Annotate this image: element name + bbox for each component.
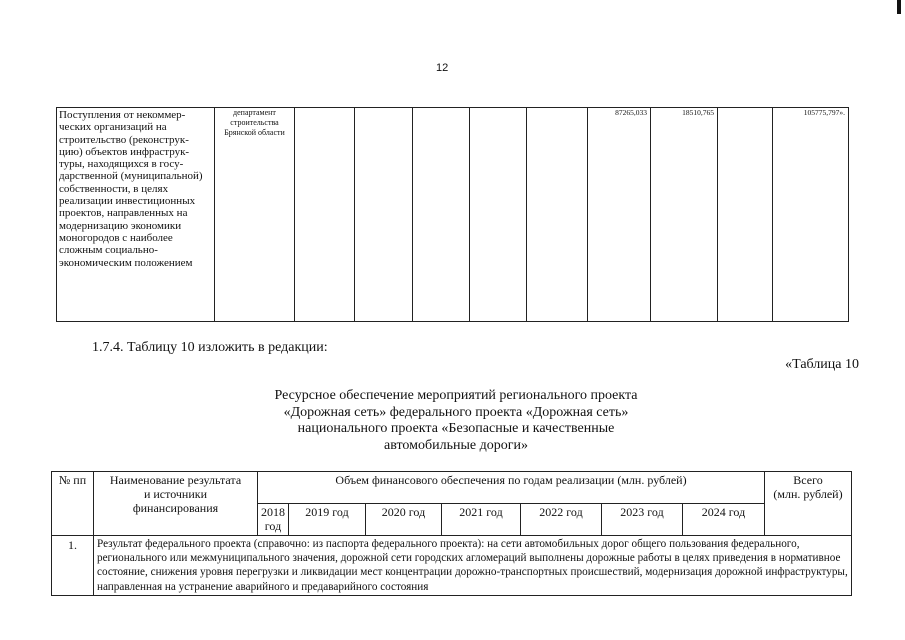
header-text: и источники	[143, 487, 208, 501]
header-text: Всего	[793, 473, 823, 487]
table-header-row	[52, 472, 852, 504]
header-result-name	[94, 472, 258, 536]
header-number: № пп	[52, 472, 94, 536]
row-number: 1.	[52, 536, 94, 596]
funding-source-name: Поступления от некоммер-ческих организаций на строительство (реконструк-цию) объектов инфраструк-туры, находящихся в госу-дарственной (муниципальной) собственности, в целях реализации инвестиционных проектов, направленных на модернизацию экономики моногородов с наиболее сложным социально-экономическим положением	[57, 108, 215, 322]
heading-line: автомобильные дороги»	[384, 437, 528, 453]
section-text: 1.7.4. Таблицу 10 изложить в редакции:	[92, 340, 328, 355]
table-10	[51, 471, 852, 596]
table-row	[57, 108, 849, 322]
heading-line: национального проекта «Безопасные и качественные	[297, 421, 615, 437]
table-cell	[718, 108, 773, 322]
header-volume: Объем финансового обеспечения по годам реализации (млн. рублей)	[258, 472, 765, 504]
header-text: Наименование результата	[109, 473, 242, 487]
year-2021: 2021 год	[442, 504, 521, 536]
table-row	[52, 536, 852, 596]
header-text: (млн. рублей)	[773, 487, 843, 501]
table-cell	[527, 108, 588, 322]
header-total	[765, 472, 852, 536]
year-2018: 2018 год	[258, 504, 289, 536]
table-cell: 87265,033	[588, 108, 651, 322]
scan-edge-mark	[897, 0, 901, 14]
table-cell: 18510,765	[651, 108, 718, 322]
year-2023: 2023 год	[602, 504, 683, 536]
funding-table-fragment	[56, 107, 849, 322]
year-2022: 2022 год	[521, 504, 602, 536]
table-cell	[413, 108, 470, 322]
table-label: «Таблица 10	[785, 357, 859, 372]
header-text: финансирования	[132, 501, 219, 515]
page-number: 12	[436, 62, 449, 74]
table-cell	[470, 108, 527, 322]
heading-line: «Дорожная сеть» федерального проекта «Дорожная сеть»	[283, 404, 629, 420]
year-2024: 2024 год	[683, 504, 765, 536]
table-cell	[355, 108, 413, 322]
heading-line: Ресурсное обеспечение мероприятий регионального проекта	[274, 388, 638, 403]
responsible-department: департамент строительства Брянской области	[215, 108, 295, 322]
result-description: Результат федерального проекта (справочно: из паспорта федерального проекта): на сети автомобильных дорог общего пользования федерального, регионального или межмуниципального значения, дорожной сети городских агломераций выполнены дорожные работы в целях приведения в нормативное состояние, снижения уровня перегрузки и ликвидации мест концентрации дорожно-транспортных происшествий, модернизация дорожной инфраструктуры, направленная на устранение аварийного и предаварийного состояния	[94, 536, 852, 596]
table-cell	[295, 108, 355, 322]
year-2019: 2019 год	[289, 504, 366, 536]
year-2020: 2020 год	[366, 504, 442, 536]
total-cell: 105775,797».	[773, 108, 849, 322]
table-heading	[206, 388, 706, 454]
